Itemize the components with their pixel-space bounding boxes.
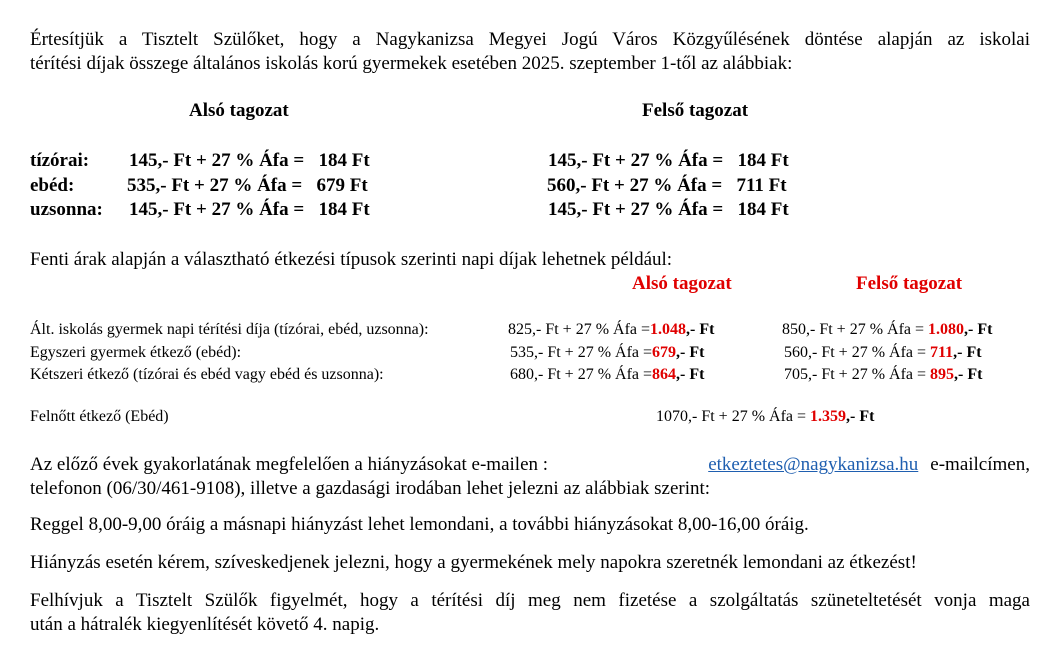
daily-row-label: Ált. iskolás gyermek napi térítési díja (tízórai, ebéd, uzsonna): bbox=[30, 321, 429, 338]
adult-row-label: Felnőtt étkező (Ebéd) bbox=[30, 408, 169, 425]
daily-row-upper: 560,- Ft + 27 % Áfa = 711,- Ft bbox=[784, 344, 982, 361]
absence-line-1-suffix: e-mailcímen, bbox=[930, 454, 1030, 475]
base-row-lower: 145,- Ft + 27 % Áfa = 184 Ft bbox=[129, 150, 370, 171]
absence-line-2: telefonon (06/30/461-9108), illetve a gazdasági irodában lehet jelezni az alábbiak szerint: bbox=[30, 478, 711, 499]
daily-intro: Fenti árak alapján a választható étkezési típusok szerinti napi díjak lehetnek például: bbox=[30, 249, 673, 270]
daily-row-upper: 850,- Ft + 27 % Áfa = 1.080,- Ft bbox=[782, 321, 993, 338]
lower-grade-header: Alsó tagozat bbox=[189, 100, 289, 121]
intro-line-2: térítési díjak összege általános iskolás korú gyermekek esetében 2025. szeptember 1-től az alábbiak: bbox=[30, 53, 793, 74]
base-row-upper: 145,- Ft + 27 % Áfa = 184 Ft bbox=[548, 199, 789, 220]
daily-row-lower: 535,- Ft + 27 % Áfa =679,- Ft bbox=[510, 344, 705, 361]
absence-line-1 bbox=[30, 454, 1030, 476]
adult-row-price: 1070,- Ft + 27 % Áfa = 1.359,- Ft bbox=[656, 408, 875, 425]
base-row-lower: 145,- Ft + 27 % Áfa = 184 Ft bbox=[129, 199, 370, 220]
base-row-lower: 535,- Ft + 27 % Áfa = 679 Ft bbox=[127, 175, 368, 196]
base-row-label: uzsonna: bbox=[30, 199, 103, 220]
base-row-label: ebéd: bbox=[30, 175, 75, 196]
payment-notice-line-1: Felhívjuk a Tisztelt Szülők figyelmét, hogy a térítési díj meg nem fizetése a szolgáltatás szüneteltetését vonja maga bbox=[30, 590, 1030, 611]
daily-row-lower: 680,- Ft + 27 % Áfa =864,- Ft bbox=[510, 366, 705, 383]
intro-line-1: Értesítjük a Tisztelt Szülőket, hogy a Nagykanizsa Megyei Jogú Város Közgyűlésének döntése alapján az iskolai bbox=[30, 29, 1030, 50]
upper-grade-header: Felső tagozat bbox=[642, 100, 749, 121]
daily-lower-header: Alsó tagozat bbox=[632, 273, 732, 294]
email-link[interactable]: etkeztetes@nagykanizsa.hu bbox=[708, 454, 919, 475]
payment-notice-line-2: után a hátralék kiegyenlítését követő 4. napig. bbox=[30, 614, 380, 635]
base-row-upper: 560,- Ft + 27 % Áfa = 711 Ft bbox=[547, 175, 787, 196]
base-row-label: tízórai: bbox=[30, 150, 90, 171]
daily-row-lower: 825,- Ft + 27 % Áfa =1.048,- Ft bbox=[508, 321, 715, 338]
cancel-times-paragraph: Reggel 8,00-9,00 óráig a másnapi hiányzást lehet lemondani, a további hiányzásokat 8,00-16,00 óráig. bbox=[30, 514, 809, 535]
daily-upper-header: Felső tagozat bbox=[856, 273, 963, 294]
daily-row-upper: 705,- Ft + 27 % Áfa = 895,- Ft bbox=[784, 366, 983, 383]
daily-row-label: Egyszeri gyermek étkező (ebéd): bbox=[30, 344, 242, 361]
daily-row-label: Kétszeri étkező (tízórai és ebéd vagy ebéd és uzsonna): bbox=[30, 366, 384, 383]
absence-line-1-text: Az előző évek gyakorlatának megfelelően a hiányzásokat e-mailen : bbox=[30, 454, 549, 475]
base-row-upper: 145,- Ft + 27 % Áfa = 184 Ft bbox=[548, 150, 789, 171]
absence-request-paragraph: Hiányzás esetén kérem, szíveskedjenek jelezni, hogy a gyermekének mely napokra szeretnék lemondani az étkezést! bbox=[30, 552, 917, 573]
